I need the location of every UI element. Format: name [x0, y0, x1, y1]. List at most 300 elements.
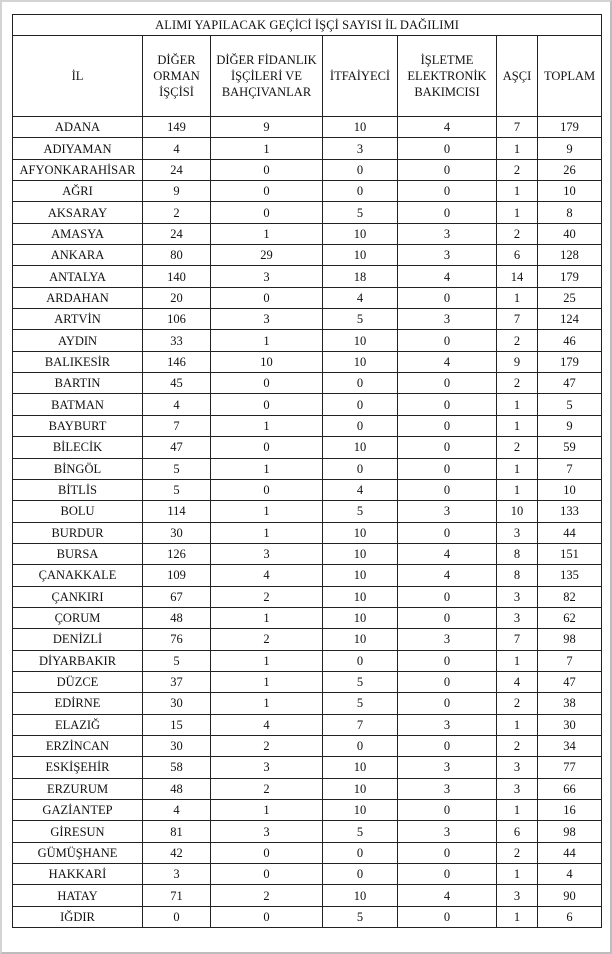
cell-toplam: 47 [538, 373, 602, 394]
cell-asci: 3 [497, 607, 538, 628]
cell-orman: 4 [143, 394, 211, 415]
cell-elektronik: 3 [398, 714, 497, 735]
cell-itfaiyeci: 0 [323, 650, 398, 671]
cell-asci: 1 [497, 138, 538, 159]
cell-fidanlik: 1 [211, 522, 323, 543]
cell-elektronik: 0 [398, 522, 497, 543]
cell-fidanlik: 2 [211, 629, 323, 650]
cell-il: ARTVİN [13, 309, 143, 330]
header-itfaiyeci: İTFAİYECİ [323, 36, 398, 117]
cell-itfaiyeci: 10 [323, 351, 398, 372]
cell-asci: 9 [497, 351, 538, 372]
cell-orman: 0 [143, 906, 211, 927]
cell-orman: 9 [143, 181, 211, 202]
cell-toplam: 82 [538, 586, 602, 607]
cell-asci: 6 [497, 821, 538, 842]
cell-elektronik: 0 [398, 671, 497, 692]
cell-asci: 1 [497, 864, 538, 885]
cell-asci: 3 [497, 885, 538, 906]
cell-orman: 24 [143, 223, 211, 244]
cell-fidanlik: 2 [211, 735, 323, 756]
cell-toplam: 133 [538, 501, 602, 522]
cell-toplam: 179 [538, 351, 602, 372]
cell-toplam: 124 [538, 309, 602, 330]
cell-asci: 2 [497, 842, 538, 863]
cell-elektronik: 0 [398, 650, 497, 671]
cell-fidanlik: 1 [211, 693, 323, 714]
table-row [13, 693, 602, 714]
cell-fidanlik: 1 [211, 607, 323, 628]
cell-orman: 81 [143, 821, 211, 842]
cell-orman: 114 [143, 501, 211, 522]
cell-il: EDİRNE [13, 693, 143, 714]
cell-elektronik: 4 [398, 565, 497, 586]
cell-fidanlik: 1 [211, 458, 323, 479]
header-toplam: TOPLAM [538, 36, 602, 117]
cell-asci: 7 [497, 629, 538, 650]
table-row [13, 778, 602, 799]
cell-il: AKSARAY [13, 202, 143, 223]
cell-itfaiyeci: 5 [323, 821, 398, 842]
cell-asci: 3 [497, 522, 538, 543]
cell-asci: 2 [497, 330, 538, 351]
cell-toplam: 9 [538, 138, 602, 159]
table-row [13, 159, 602, 180]
cell-il: ARDAHAN [13, 287, 143, 308]
cell-elektronik: 0 [398, 864, 497, 885]
cell-orman: 106 [143, 309, 211, 330]
cell-fidanlik: 1 [211, 501, 323, 522]
cell-fidanlik: 0 [211, 373, 323, 394]
cell-elektronik: 0 [398, 202, 497, 223]
cell-elektronik: 3 [398, 245, 497, 266]
cell-fidanlik: 4 [211, 714, 323, 735]
table-row [13, 821, 602, 842]
cell-asci: 1 [497, 650, 538, 671]
cell-toplam: 90 [538, 885, 602, 906]
cell-itfaiyeci: 5 [323, 906, 398, 927]
cell-toplam: 44 [538, 522, 602, 543]
cell-itfaiyeci: 10 [323, 223, 398, 244]
table-body [13, 117, 602, 928]
cell-il: ÇANKIRI [13, 586, 143, 607]
cell-il: ADANA [13, 117, 143, 138]
cell-toplam: 179 [538, 266, 602, 287]
cell-itfaiyeci: 5 [323, 501, 398, 522]
cell-il: BURDUR [13, 522, 143, 543]
table-row [13, 415, 602, 436]
cell-il: BİNGÖL [13, 458, 143, 479]
cell-toplam: 26 [538, 159, 602, 180]
cell-elektronik: 3 [398, 629, 497, 650]
cell-toplam: 98 [538, 629, 602, 650]
header-fidanlik-iscileri: DİĞER FİDANLIK İŞÇİLERİ VE BAHÇIVANLAR [211, 36, 323, 117]
cell-elektronik: 4 [398, 543, 497, 564]
cell-fidanlik: 0 [211, 906, 323, 927]
cell-asci: 4 [497, 671, 538, 692]
cell-toplam: 4 [538, 864, 602, 885]
table-row [13, 885, 602, 906]
cell-orman: 76 [143, 629, 211, 650]
cell-itfaiyeci: 10 [323, 778, 398, 799]
cell-il: AMASYA [13, 223, 143, 244]
cell-il: ÇORUM [13, 607, 143, 628]
cell-itfaiyeci: 7 [323, 714, 398, 735]
header-diger-orman-iscisi: DİĞER ORMAN İŞÇİSİ [143, 36, 211, 117]
cell-asci: 8 [497, 565, 538, 586]
cell-fidanlik: 1 [211, 138, 323, 159]
cell-orman: 37 [143, 671, 211, 692]
cell-elektronik: 3 [398, 778, 497, 799]
cell-il: HATAY [13, 885, 143, 906]
cell-fidanlik: 4 [211, 565, 323, 586]
cell-asci: 1 [497, 906, 538, 927]
cell-fidanlik: 0 [211, 202, 323, 223]
cell-toplam: 62 [538, 607, 602, 628]
table-row [13, 650, 602, 671]
cell-orman: 5 [143, 458, 211, 479]
cell-toplam: 44 [538, 842, 602, 863]
cell-elektronik: 0 [398, 693, 497, 714]
table-title: ALIMI YAPILACAK GEÇİCİ İŞÇİ SAYISI İL DAĞILIMI [13, 15, 602, 36]
cell-elektronik: 0 [398, 373, 497, 394]
cell-asci: 8 [497, 543, 538, 564]
cell-itfaiyeci: 10 [323, 885, 398, 906]
cell-il: ANTALYA [13, 266, 143, 287]
table-row [13, 138, 602, 159]
cell-il: GAZİANTEP [13, 800, 143, 821]
table-row [13, 735, 602, 756]
cell-fidanlik: 3 [211, 757, 323, 778]
header-elektronik-bakimcisi: İŞLETME ELEKTRONİK BAKIMCISI [398, 36, 497, 117]
cell-fidanlik: 1 [211, 223, 323, 244]
cell-elektronik: 3 [398, 821, 497, 842]
cell-elektronik: 0 [398, 415, 497, 436]
cell-fidanlik: 1 [211, 330, 323, 351]
cell-orman: 126 [143, 543, 211, 564]
header-asci: AŞÇI [497, 36, 538, 117]
cell-itfaiyeci: 0 [323, 842, 398, 863]
cell-fidanlik: 29 [211, 245, 323, 266]
table-row [13, 522, 602, 543]
cell-orman: 2 [143, 202, 211, 223]
cell-toplam: 10 [538, 479, 602, 500]
cell-orman: 30 [143, 735, 211, 756]
cell-toplam: 30 [538, 714, 602, 735]
cell-toplam: 179 [538, 117, 602, 138]
cell-orman: 48 [143, 607, 211, 628]
cell-elektronik: 4 [398, 117, 497, 138]
cell-itfaiyeci: 5 [323, 671, 398, 692]
cell-orman: 146 [143, 351, 211, 372]
table-row [13, 202, 602, 223]
cell-orman: 5 [143, 650, 211, 671]
cell-fidanlik: 3 [211, 266, 323, 287]
cell-il: ESKİŞEHİR [13, 757, 143, 778]
cell-il: ERZURUM [13, 778, 143, 799]
cell-asci: 1 [497, 202, 538, 223]
table-row [13, 842, 602, 863]
cell-itfaiyeci: 0 [323, 735, 398, 756]
cell-itfaiyeci: 0 [323, 373, 398, 394]
table-row [13, 586, 602, 607]
cell-asci: 2 [497, 223, 538, 244]
cell-orman: 67 [143, 586, 211, 607]
table-row [13, 714, 602, 735]
cell-toplam: 151 [538, 543, 602, 564]
cell-asci: 2 [497, 693, 538, 714]
cell-fidanlik: 0 [211, 479, 323, 500]
cell-asci: 1 [497, 479, 538, 500]
cell-il: BOLU [13, 501, 143, 522]
cell-fidanlik: 0 [211, 842, 323, 863]
cell-itfaiyeci: 0 [323, 181, 398, 202]
cell-il: ANKARA [13, 245, 143, 266]
table-row [13, 629, 602, 650]
cell-elektronik: 0 [398, 906, 497, 927]
cell-itfaiyeci: 0 [323, 864, 398, 885]
cell-itfaiyeci: 4 [323, 287, 398, 308]
cell-il: BİLECİK [13, 437, 143, 458]
cell-fidanlik: 2 [211, 586, 323, 607]
cell-toplam: 40 [538, 223, 602, 244]
cell-asci: 3 [497, 778, 538, 799]
header-row [13, 36, 602, 117]
cell-orman: 4 [143, 800, 211, 821]
cell-il: BAYBURT [13, 415, 143, 436]
cell-orman: 149 [143, 117, 211, 138]
cell-asci: 3 [497, 757, 538, 778]
cell-orman: 15 [143, 714, 211, 735]
cell-asci: 14 [497, 266, 538, 287]
cell-elektronik: 0 [398, 330, 497, 351]
cell-itfaiyeci: 0 [323, 159, 398, 180]
cell-orman: 3 [143, 864, 211, 885]
table-row [13, 351, 602, 372]
cell-fidanlik: 2 [211, 778, 323, 799]
cell-il: BARTIN [13, 373, 143, 394]
cell-orman: 30 [143, 693, 211, 714]
cell-itfaiyeci: 18 [323, 266, 398, 287]
cell-orman: 33 [143, 330, 211, 351]
table-row [13, 607, 602, 628]
cell-fidanlik: 1 [211, 800, 323, 821]
cell-toplam: 77 [538, 757, 602, 778]
cell-fidanlik: 3 [211, 821, 323, 842]
table-row [13, 671, 602, 692]
cell-elektronik: 3 [398, 757, 497, 778]
cell-elektronik: 4 [398, 351, 497, 372]
table-row [13, 479, 602, 500]
cell-toplam: 38 [538, 693, 602, 714]
cell-il: DİYARBAKIR [13, 650, 143, 671]
cell-itfaiyeci: 10 [323, 629, 398, 650]
cell-asci: 7 [497, 117, 538, 138]
table-row [13, 330, 602, 351]
distribution-table [12, 14, 602, 928]
cell-itfaiyeci: 10 [323, 565, 398, 586]
cell-itfaiyeci: 10 [323, 800, 398, 821]
cell-toplam: 10 [538, 181, 602, 202]
cell-toplam: 9 [538, 415, 602, 436]
cell-asci: 1 [497, 415, 538, 436]
cell-fidanlik: 0 [211, 864, 323, 885]
cell-asci: 2 [497, 159, 538, 180]
cell-elektronik: 3 [398, 223, 497, 244]
table-row [13, 800, 602, 821]
cell-itfaiyeci: 5 [323, 309, 398, 330]
cell-fidanlik: 3 [211, 309, 323, 330]
table-row [13, 287, 602, 308]
cell-asci: 1 [497, 714, 538, 735]
cell-elektronik: 0 [398, 800, 497, 821]
cell-itfaiyeci: 3 [323, 138, 398, 159]
table-row [13, 245, 602, 266]
table-row [13, 543, 602, 564]
cell-toplam: 7 [538, 458, 602, 479]
cell-asci: 10 [497, 501, 538, 522]
cell-elektronik: 3 [398, 501, 497, 522]
table-row [13, 181, 602, 202]
cell-fidanlik: 0 [211, 287, 323, 308]
cell-elektronik: 4 [398, 266, 497, 287]
cell-il: AFYONKARAHİSAR [13, 159, 143, 180]
cell-asci: 1 [497, 287, 538, 308]
cell-orman: 47 [143, 437, 211, 458]
cell-il: DÜZCE [13, 671, 143, 692]
cell-elektronik: 0 [398, 138, 497, 159]
cell-itfaiyeci: 0 [323, 415, 398, 436]
cell-itfaiyeci: 0 [323, 458, 398, 479]
table-row [13, 906, 602, 927]
cell-elektronik: 0 [398, 394, 497, 415]
cell-il: AYDIN [13, 330, 143, 351]
cell-itfaiyeci: 10 [323, 757, 398, 778]
cell-asci: 1 [497, 181, 538, 202]
cell-il: BİTLİS [13, 479, 143, 500]
cell-fidanlik: 1 [211, 415, 323, 436]
cell-il: HAKKARİ [13, 864, 143, 885]
table-row [13, 437, 602, 458]
cell-il: AĞRI [13, 181, 143, 202]
cell-asci: 7 [497, 309, 538, 330]
cell-il: BATMAN [13, 394, 143, 415]
cell-asci: 2 [497, 373, 538, 394]
cell-orman: 80 [143, 245, 211, 266]
cell-itfaiyeci: 0 [323, 394, 398, 415]
cell-orman: 24 [143, 159, 211, 180]
cell-fidanlik: 1 [211, 671, 323, 692]
cell-elektronik: 0 [398, 159, 497, 180]
cell-il: ADIYAMAN [13, 138, 143, 159]
cell-toplam: 59 [538, 437, 602, 458]
cell-toplam: 16 [538, 800, 602, 821]
table-row [13, 565, 602, 586]
cell-fidanlik: 0 [211, 181, 323, 202]
cell-orman: 140 [143, 266, 211, 287]
header-il: İL [13, 36, 143, 117]
cell-il: ÇANAKKALE [13, 565, 143, 586]
cell-itfaiyeci: 10 [323, 607, 398, 628]
cell-asci: 2 [497, 735, 538, 756]
table-row [13, 266, 602, 287]
cell-itfaiyeci: 10 [323, 245, 398, 266]
cell-toplam: 6 [538, 906, 602, 927]
cell-orman: 109 [143, 565, 211, 586]
table-row [13, 223, 602, 244]
cell-asci: 1 [497, 458, 538, 479]
cell-itfaiyeci: 10 [323, 437, 398, 458]
cell-il: GÜMÜŞHANE [13, 842, 143, 863]
cell-fidanlik: 0 [211, 159, 323, 180]
cell-itfaiyeci: 5 [323, 202, 398, 223]
cell-itfaiyeci: 10 [323, 117, 398, 138]
cell-il: IĞDIR [13, 906, 143, 927]
cell-toplam: 34 [538, 735, 602, 756]
cell-fidanlik: 3 [211, 543, 323, 564]
table-row [13, 458, 602, 479]
cell-asci: 2 [497, 437, 538, 458]
cell-toplam: 66 [538, 778, 602, 799]
cell-elektronik: 0 [398, 181, 497, 202]
cell-toplam: 128 [538, 245, 602, 266]
table-row [13, 117, 602, 138]
cell-il: BURSA [13, 543, 143, 564]
cell-orman: 7 [143, 415, 211, 436]
cell-asci: 3 [497, 586, 538, 607]
cell-il: ERZİNCAN [13, 735, 143, 756]
cell-elektronik: 0 [398, 607, 497, 628]
cell-fidanlik: 10 [211, 351, 323, 372]
cell-orman: 20 [143, 287, 211, 308]
cell-il: BALIKESİR [13, 351, 143, 372]
cell-orman: 45 [143, 373, 211, 394]
cell-il: DENİZLİ [13, 629, 143, 650]
cell-orman: 48 [143, 778, 211, 799]
cell-elektronik: 0 [398, 458, 497, 479]
cell-il: GİRESUN [13, 821, 143, 842]
table-row [13, 864, 602, 885]
cell-elektronik: 0 [398, 479, 497, 500]
cell-asci: 1 [497, 394, 538, 415]
cell-elektronik: 0 [398, 586, 497, 607]
table-row [13, 309, 602, 330]
cell-elektronik: 0 [398, 287, 497, 308]
cell-fidanlik: 0 [211, 394, 323, 415]
cell-orman: 58 [143, 757, 211, 778]
cell-orman: 4 [143, 138, 211, 159]
cell-fidanlik: 0 [211, 437, 323, 458]
cell-elektronik: 3 [398, 309, 497, 330]
cell-elektronik: 0 [398, 437, 497, 458]
cell-toplam: 135 [538, 565, 602, 586]
table-row [13, 757, 602, 778]
cell-itfaiyeci: 10 [323, 586, 398, 607]
table-row [13, 394, 602, 415]
cell-orman: 71 [143, 885, 211, 906]
cell-fidanlik: 9 [211, 117, 323, 138]
cell-itfaiyeci: 10 [323, 543, 398, 564]
cell-toplam: 8 [538, 202, 602, 223]
table-row [13, 373, 602, 394]
cell-toplam: 47 [538, 671, 602, 692]
cell-orman: 30 [143, 522, 211, 543]
cell-fidanlik: 1 [211, 650, 323, 671]
cell-fidanlik: 2 [211, 885, 323, 906]
cell-toplam: 25 [538, 287, 602, 308]
cell-il: ELAZIĞ [13, 714, 143, 735]
table-row [13, 501, 602, 522]
